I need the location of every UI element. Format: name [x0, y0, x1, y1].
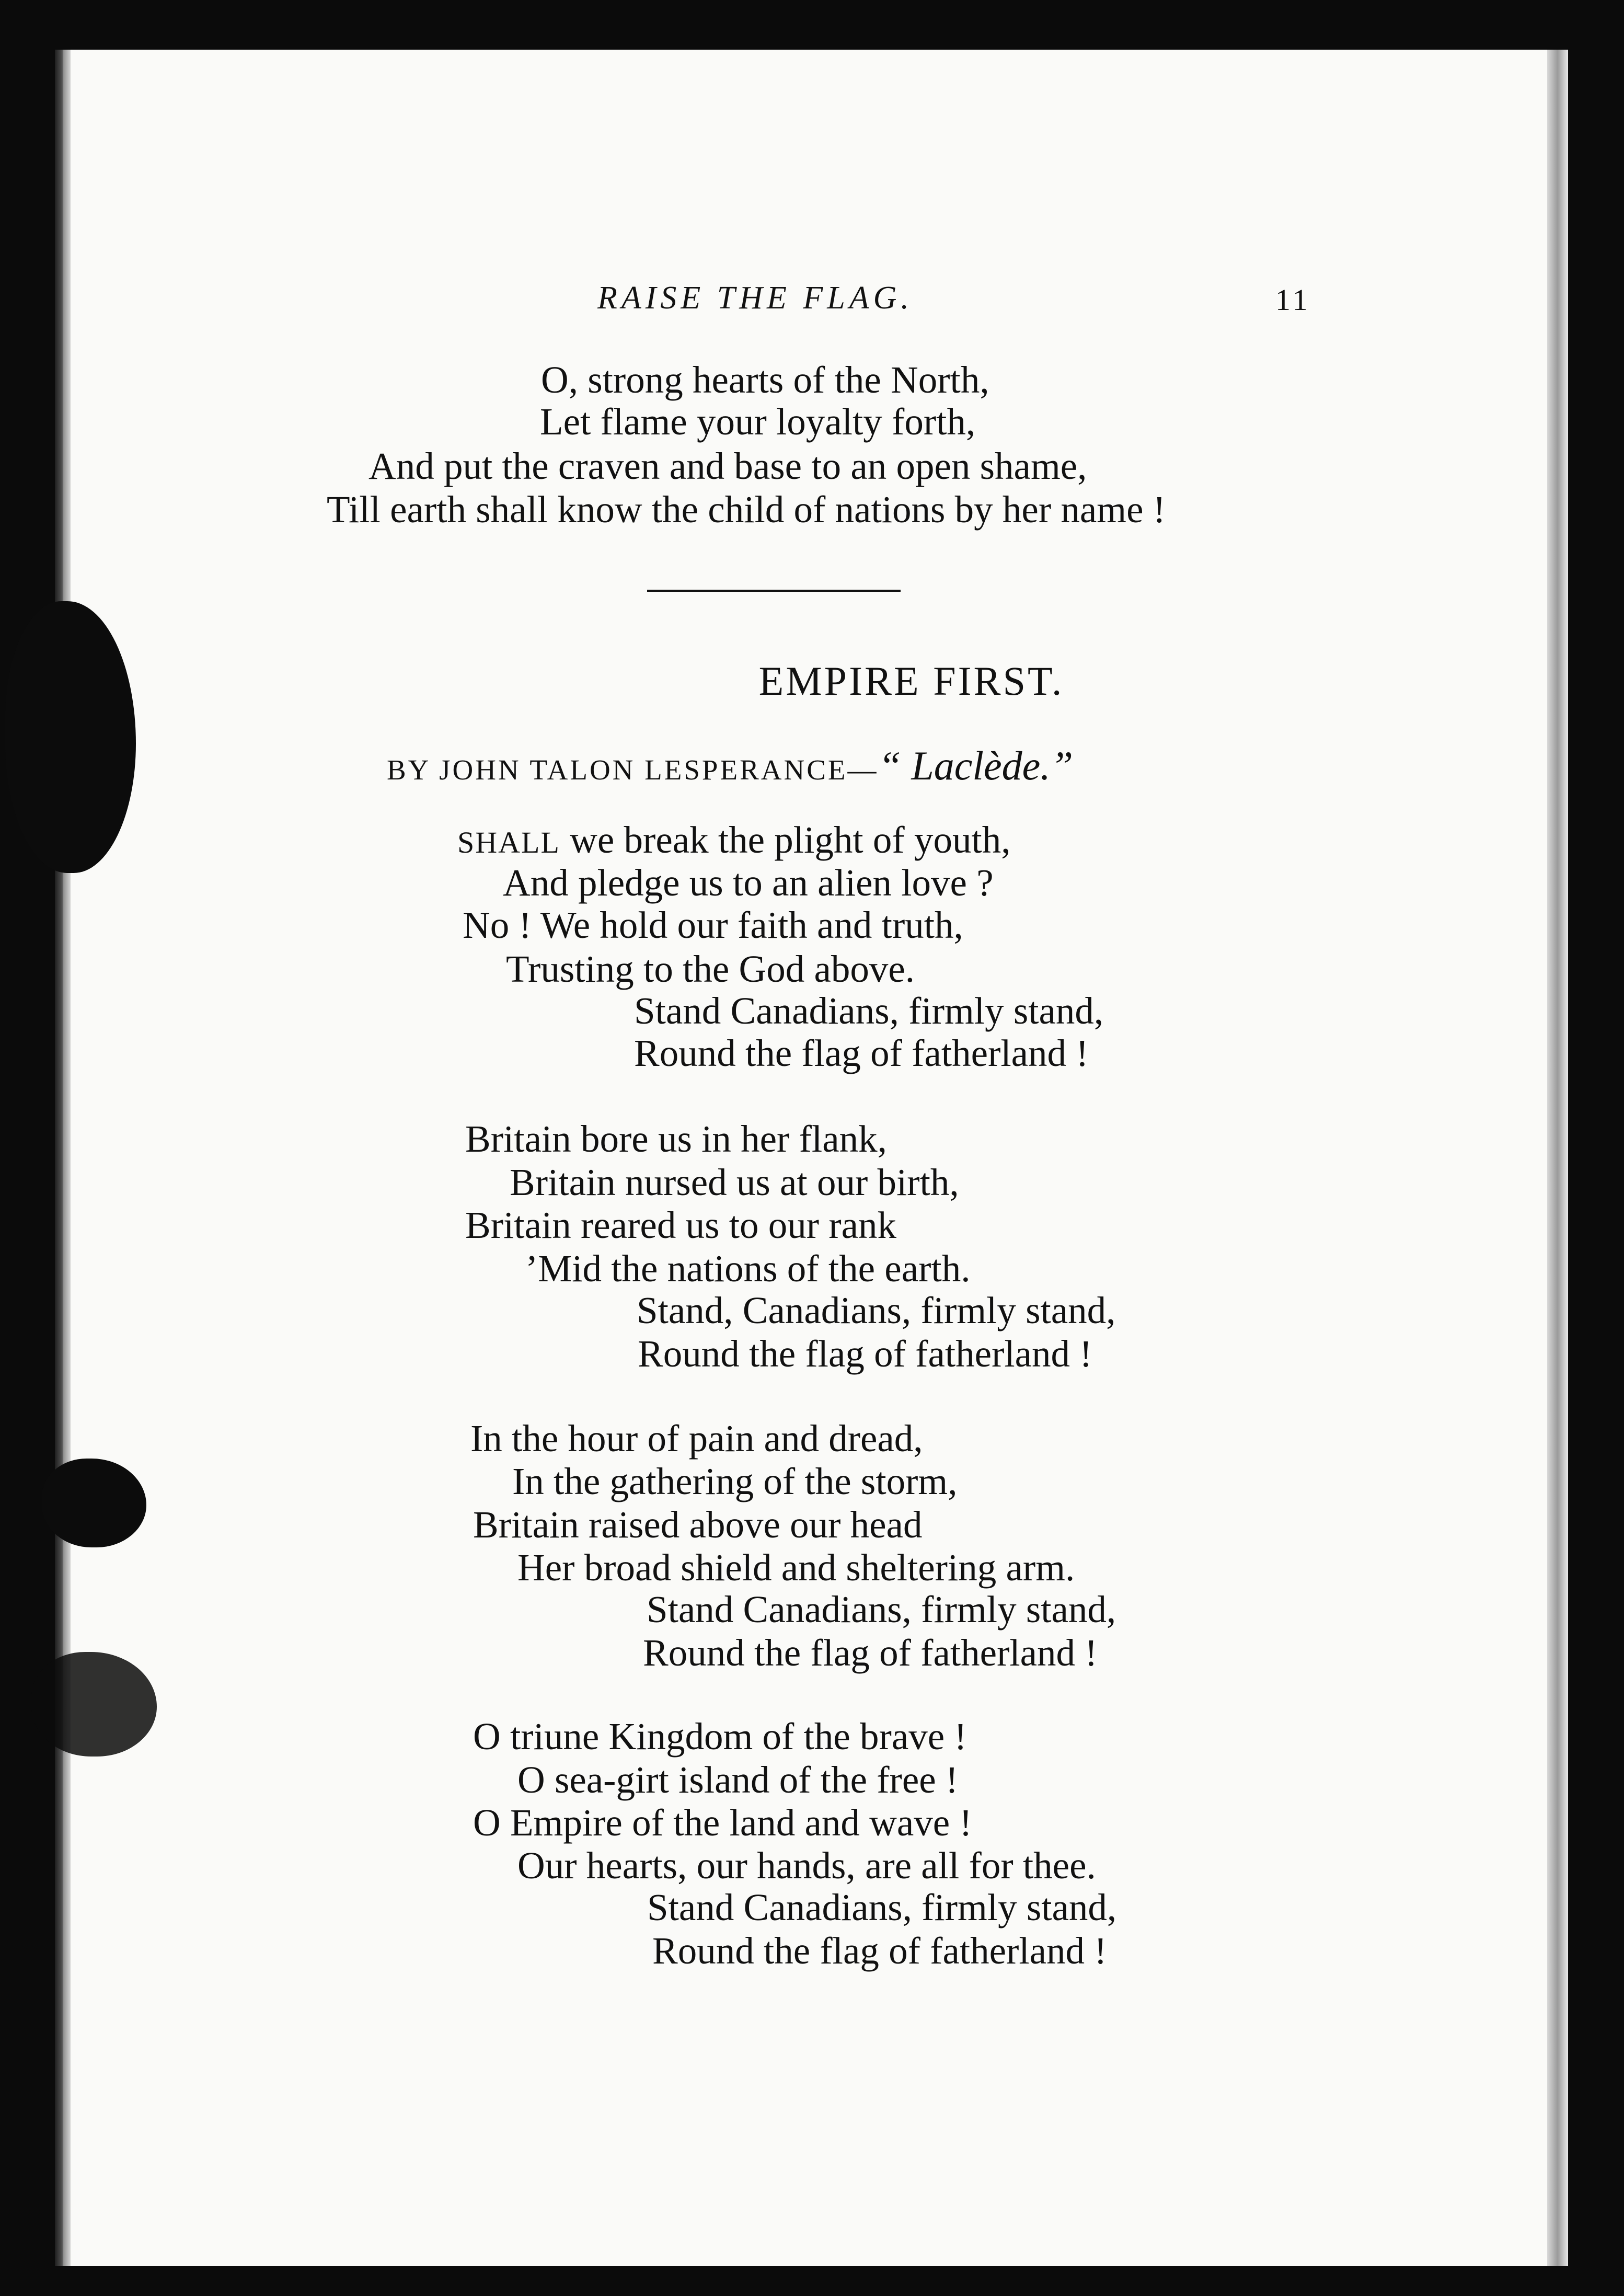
closing-line-2: Let flame your loyalty forth,	[540, 400, 976, 443]
stanza-1-line-3: No ! We hold our faith and truth,	[463, 904, 963, 946]
page-number: 11	[1275, 283, 1311, 317]
stanza-1-refrain-1: Stand Canadians, firmly stand,	[634, 990, 1104, 1032]
stanza-2-line-3: Britain reared us to our rank	[465, 1204, 897, 1246]
poem-title: EMPIRE FIRST.	[758, 658, 1064, 704]
stanza-1-line-2: And pledge us to an alien love ?	[503, 862, 994, 904]
poem-byline	[387, 742, 1073, 789]
running-title: RAISE THE FLAG.	[597, 280, 913, 316]
stanza-3-line-4: Her broad shield and sheltering arm.	[517, 1546, 1075, 1589]
stanza-1-line-1-text: we break the plight of youth,	[560, 819, 1011, 861]
stanza-4-line-4: Our hearts, our hands, are all for thee.	[517, 1844, 1096, 1887]
stanza-4-line-3: O Empire of the land and wave !	[473, 1801, 972, 1844]
stanza-2-refrain-2: Round the flag of fatherland !	[638, 1333, 1092, 1375]
stanza-1-line-4: Trusting to the God above.	[506, 948, 915, 990]
closing-line-3: And put the craven and base to an open shame,	[368, 445, 1087, 487]
stanza-3-refrain-1: Stand Canadians, firmly stand,	[647, 1588, 1116, 1631]
stanza-3-refrain-2: Round the flag of fatherland !	[643, 1632, 1098, 1674]
section-divider	[647, 590, 901, 592]
stanza-4-line-2: O sea-girt island of the free !	[517, 1759, 959, 1801]
stanza-2-line-4: ’Mid the nations of the earth.	[525, 1247, 971, 1290]
stanza-2-refrain-1: Stand, Canadians, firmly stand,	[637, 1289, 1116, 1331]
stanza-3-line-3: Britain raised above our head	[473, 1503, 923, 1546]
book-binding	[55, 50, 71, 2266]
stanza-4-refrain-2: Round the flag of fatherland !	[652, 1930, 1107, 1972]
closing-line-1: O, strong hearts of the North,	[541, 359, 989, 401]
page-edge-shadow	[1547, 50, 1568, 2266]
stanza-3-line-1: In the hour of pain and dread,	[470, 1417, 923, 1460]
closing-line-4: Till earth shall know the child of nations by her name !	[327, 488, 1166, 531]
stanza-2-line-2: Britain nursed us at our birth,	[510, 1161, 959, 1203]
stanza-1-line-1	[457, 821, 1011, 859]
first-word-smallcaps: SHALL	[457, 825, 560, 859]
byline-author: BY JOHN TALON LESPERANCE—	[387, 754, 879, 786]
byline-pseudonym: “ Laclède.”	[878, 743, 1074, 788]
stanza-4-line-1: O triune Kingdom of the brave !	[473, 1715, 967, 1758]
stanza-2-line-1: Britain bore us in her flank,	[465, 1118, 887, 1160]
stanza-3-line-2: In the gathering of the storm,	[512, 1460, 958, 1502]
stanza-4-refrain-1: Stand Canadians, firmly stand,	[647, 1886, 1117, 1928]
stanza-1-refrain-2: Round the flag of fatherland !	[634, 1032, 1089, 1074]
